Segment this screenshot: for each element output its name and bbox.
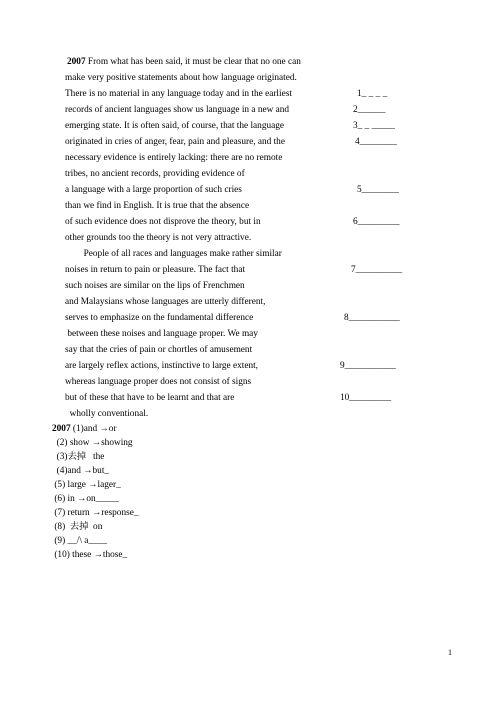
answer-item: (9) __/\ a____ [52, 536, 107, 546]
line-text: between these noises and language proper. We may [65, 329, 258, 339]
answer-item: (3)去掉 the [52, 452, 105, 462]
blank-8: 8___________ [344, 313, 400, 323]
line-text: necessary evidence is entirely lacking: there are no remote [65, 153, 283, 163]
answer-item: (5) large →lager_ [52, 480, 121, 490]
page-number: 1 [448, 648, 452, 657]
blank-5: 5________ [357, 185, 399, 195]
answer-item [52, 423, 117, 435]
line-text: wholly conventional. [65, 409, 149, 419]
line-text: make very positive statements about how language originated. [65, 73, 297, 83]
blank-9: 9___________ [340, 361, 396, 371]
answer-year: 2007 [52, 424, 71, 434]
answer-item: (4)and →but_ [52, 466, 110, 476]
line-text: originated in cries of anger, fear, pain and pleasure, and the [65, 137, 285, 147]
line-text: People of all races and languages make rather similar [65, 249, 282, 259]
blank-10: 10_________ [340, 393, 392, 403]
answer-item: (6) in →on_____ [52, 494, 119, 504]
blank-7: 7__________ [351, 265, 403, 275]
line-text: whereas language proper does not consist of signs [65, 377, 252, 387]
line-text: than we find in English. It is true that the absence [65, 201, 250, 211]
line-text: but of these that have to be learnt and that are [65, 393, 235, 403]
answer-item: (10) these →those_ [52, 550, 128, 560]
line-text: There is no material in any language today and in the earliest [65, 89, 292, 99]
passage-year: 2007 [67, 57, 86, 67]
answer-item: (7) return →response_ [52, 508, 139, 518]
line-text: tribes, no ancient records, providing evidence of [65, 169, 245, 179]
line-text: and Malaysians whose languages are utterly different, [65, 297, 266, 307]
line-text: say that the cries of pain or chortles of amusement [65, 345, 253, 355]
blank-4: 4________ [355, 137, 397, 147]
line-text: emerging state. It is often said, of course, that the language [65, 121, 285, 131]
line-text: such noises are similar on the lips of Frenchmen [65, 281, 245, 291]
line-text: serves to emphasize on the fundamental difference [65, 313, 254, 323]
answer-item: (8) 去掉 on [52, 522, 103, 532]
blank-2: 2______ [353, 105, 386, 115]
answer-item: (2) show →showing [52, 438, 133, 448]
line-text: of such evidence does not disprove the theory, but in [65, 217, 261, 227]
passage-line-text: From what has been said, it must be clear that no one can [85, 57, 301, 67]
blank-1: 1_ _ _ _ [357, 89, 388, 99]
blank-6: 6_________ [353, 217, 400, 227]
line-text: records of ancient languages show us language in a new and [65, 105, 290, 115]
passage-first-line [67, 56, 301, 68]
line-text: a language with a large proportion of such cries [65, 185, 242, 195]
line-text: noises in return to pain or pleasure. The fact that [65, 265, 246, 275]
blank-3: 3_ _ _____ [353, 121, 395, 131]
line-text: other grounds too the theory is not very attractive. [65, 233, 252, 243]
line-text: are largely reflex actions, instinctive to large extent, [65, 361, 259, 371]
answer-text: (1)and →or [70, 424, 117, 434]
